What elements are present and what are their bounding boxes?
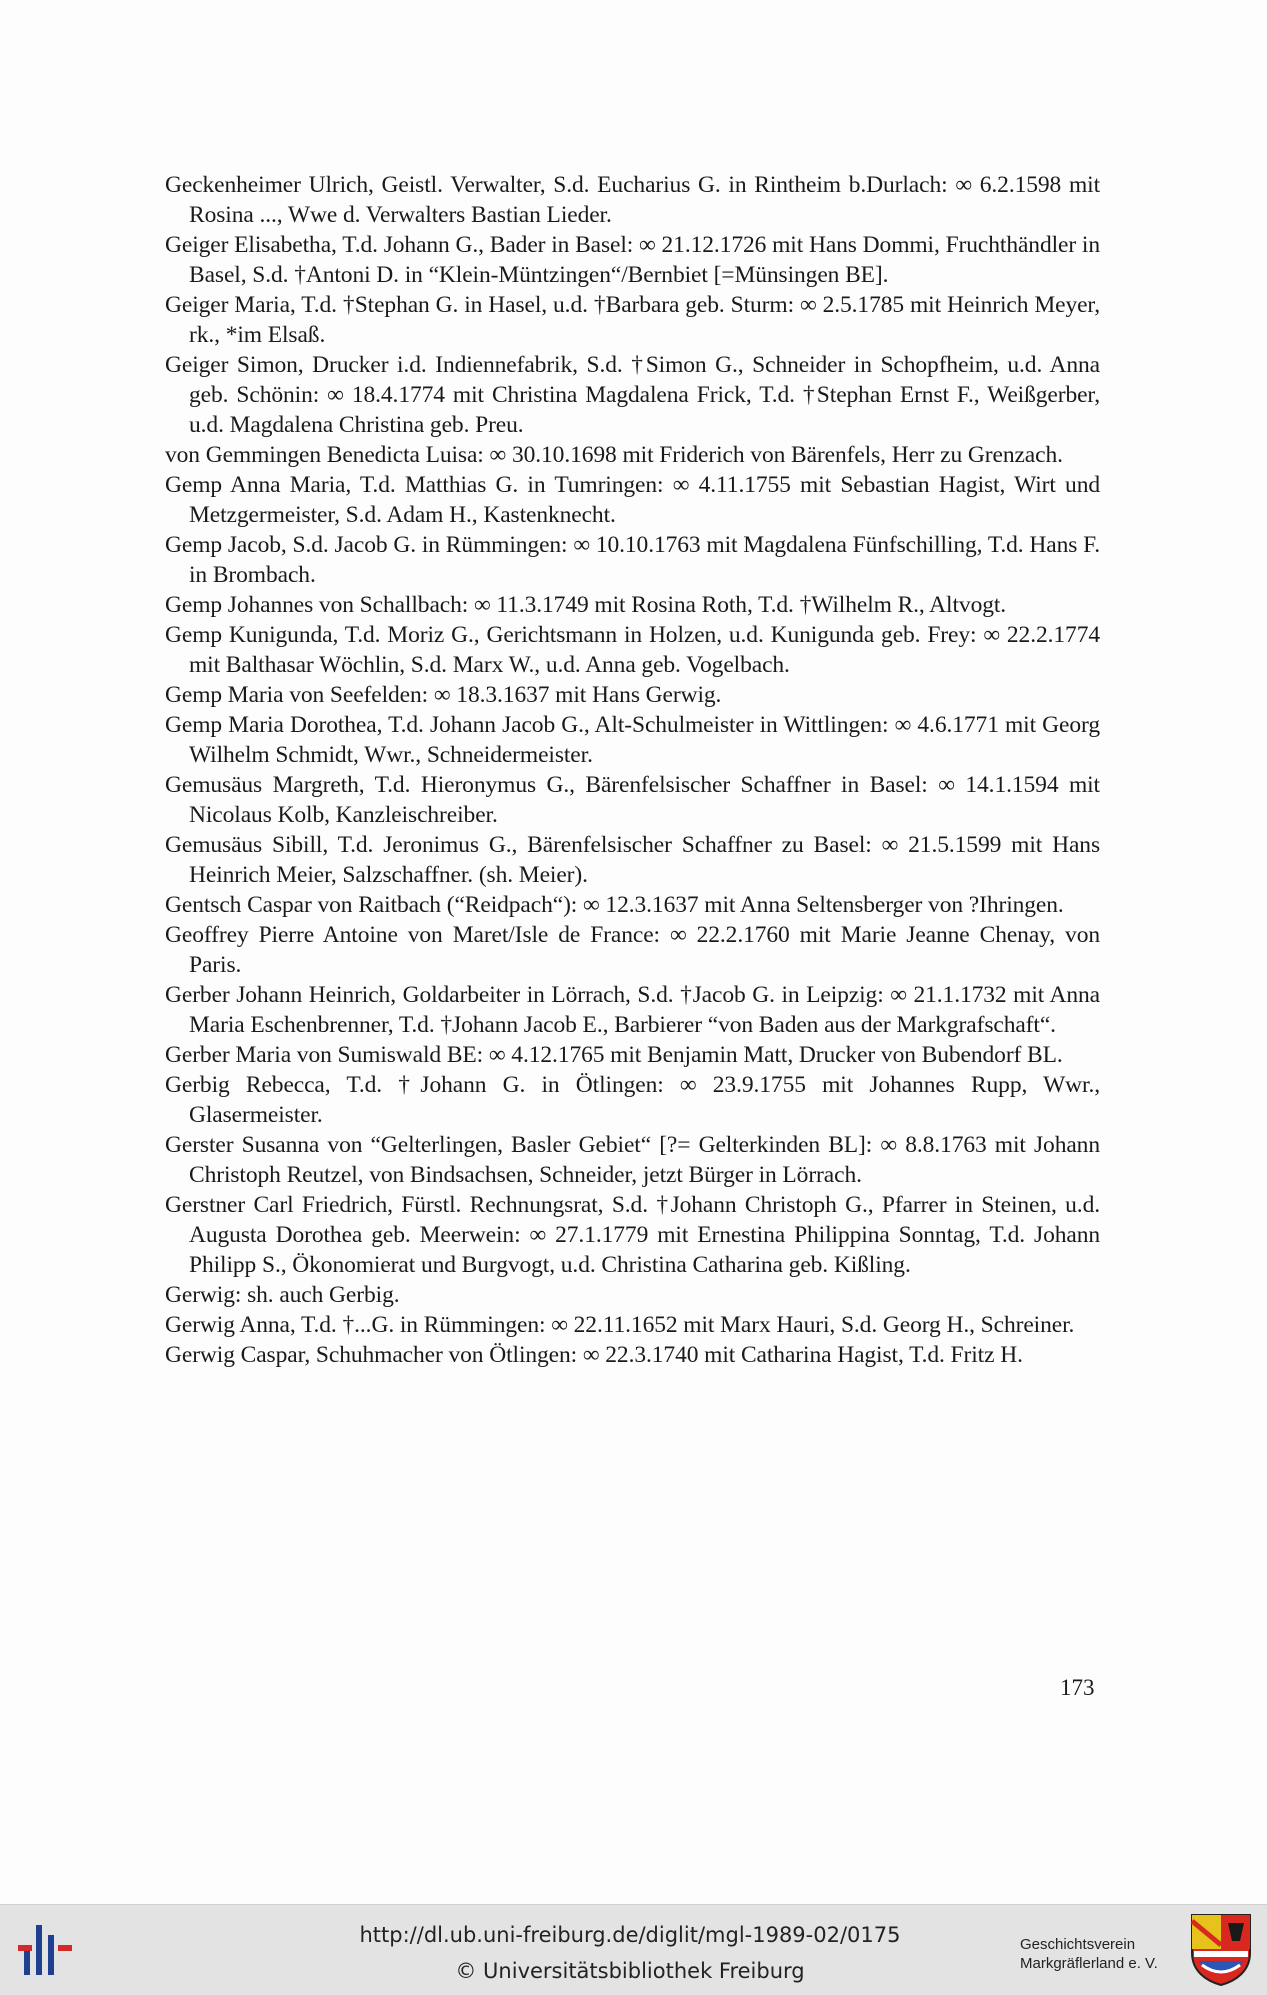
register-entry: Gerbig Rebecca, T.d. †Johann G. in Ötlingen: ∞ 23.9.1755 mit Johannes Rupp, Wwr., Glasermeister. [165, 1072, 1100, 1128]
register-entry: Gerwig Caspar, Schuhmacher von Ötlingen: ∞ 22.3.1740 mit Catharina Hagist, T.d. Fritz H. [165, 1342, 1023, 1368]
coat-of-arms-icon [1190, 1913, 1252, 1987]
register-entry: Geoffrey Pierre Antoine von Maret/Isle de France: ∞ 22.2.1760 mit Marie Jeanne Chenay, von Paris. [165, 922, 1100, 978]
register-entry: Gemusäus Sibill, T.d. Jeronimus G., Bärenfelsischer Schaffner zu Basel: ∞ 21.5.1599 mit Hans Heinrich Meier, Salzschaffner. (sh. Meier). [165, 832, 1100, 888]
register-entry: Gerwig Anna, T.d. †...G. in Rümmingen: ∞ 22.11.1652 mit Marx Hauri, S.d. Georg H., Schreiner. [165, 1312, 1075, 1338]
document-url-link[interactable]: http://dl.ub.uni-freiburg.de/diglit/mgl-1989-02/0175 [359, 1923, 901, 1947]
register-entries [165, 170, 1100, 1370]
register-entry: Gemp Jacob, S.d. Jacob G. in Rümmingen: ∞ 10.10.1763 mit Magdalena Fünfschilling, T.d. Hans F. in Brombach. [165, 532, 1100, 588]
copyright-notice: © Universitätsbibliothek Freiburg [455, 1959, 805, 1983]
register-entry: Gemp Maria von Seefelden: ∞ 18.3.1637 mit Hans Gerwig. [165, 682, 722, 708]
register-entry: Gerber Maria von Sumiswald BE: ∞ 4.12.1765 mit Benjamin Matt, Drucker von Bubendorf BL. [165, 1042, 1063, 1068]
register-entry: Gerster Susanna von “Gelterlingen, Basler Gebiet“ [?= Gelterkinden BL]: ∞ 8.8.1763 mit Johann Christoph Reutzel, von Bindsachsen, Schneider, jetzt Bürger in Lörrach. [165, 1132, 1100, 1188]
society-name-line1: Geschichtsverein [1020, 1936, 1136, 1953]
register-entry: Gemp Maria Dorothea, T.d. Johann Jacob G., Alt-Schulmeister in Wittlingen: ∞ 4.6.1771 mit Georg Wilhelm Schmidt, Wwr., Schneidermeister. [165, 712, 1100, 768]
register-entry: Gemp Anna Maria, T.d. Matthias G. in Tumringen: ∞ 4.11.1755 mit Sebastian Hagist, Wirt und Metzgermeister, S.d. Adam H., Kastenknecht. [165, 472, 1100, 528]
register-entry: Geiger Elisabetha, T.d. Johann G., Bader in Basel: ∞ 21.12.1726 mit Hans Dommi, Fruchthändler in Basel, S.d. †Antoni D. in “Klein-Müntzingen“/Bernbiet [=Münsingen BE]. [165, 232, 1100, 288]
register-entry: Geiger Maria, T.d. †Stephan G. in Hasel, u.d. †Barbara geb. Sturm: ∞ 2.5.1785 mit Heinrich Meyer, rk., *im Elsaß. [165, 292, 1100, 348]
page-number: 173 [1060, 1675, 1095, 1700]
register-entry: Gemp Kunigunda, T.d. Moriz G., Gerichtsmann in Holzen, u.d. Kunigunda geb. Frey: ∞ 22.2.1774 mit Balthasar Wöchlin, S.d. Marx W., u.d. Anna geb. Vogelbach. [165, 622, 1100, 678]
register-entry: Gerber Johann Heinrich, Goldarbeiter in Lörrach, S.d. †Jacob G. in Leipzig: ∞ 21.1.1732 mit Anna Maria Eschenbrenner, T.d. †Johann Jacob E., Barbierer “von Baden aus der Markgrafschaft“. [165, 982, 1100, 1038]
register-entry: von Gemmingen Benedicta Luisa: ∞ 30.10.1698 mit Friderich von Bärenfels, Herr zu Grenzach. [165, 442, 1063, 468]
society-name [1020, 1935, 1158, 1973]
register-entry: Geiger Simon, Drucker i.d. Indiennefabrik, S.d. †Simon G., Schneider in Schopfheim, u.d. Anna geb. Schönin: ∞ 18.4.1774 mit Christina Magdalena Frick, T.d. †Stephan Ernst F., Weißgerber, u.d. Magdalena Christina geb. Preu. [165, 352, 1100, 438]
register-entry: Geckenheimer Ulrich, Geistl. Verwalter, S.d. Eucharius G. in Rintheim b.Durlach: ∞ 6.2.1598 mit Rosina ..., Wwe d. Verwalters Bastian Lieder. [165, 172, 1100, 228]
register-entry: Gemusäus Margreth, T.d. Hieronymus G., Bärenfelsischer Schaffner in Basel: ∞ 14.1.1594 mit Nicolaus Kolb, Kanzleischreiber. [165, 772, 1100, 828]
ub-freiburg-logo-icon[interactable] [18, 1921, 78, 1979]
register-entry: Gemp Johannes von Schallbach: ∞ 11.3.1749 mit Rosina Roth, T.d. †Wilhelm R., Altvogt. [165, 592, 1007, 618]
society-name-line2: Markgräflerland e. V. [1020, 1955, 1158, 1972]
register-entry: Gerstner Carl Friedrich, Fürstl. Rechnungsrat, S.d. †Johann Christoph G., Pfarrer in Steinen, u.d. Augusta Dorothea geb. Meerwein: ∞ 27.1.1779 mit Ernestina Philippina Sonntag, T.d. Johann Philipp S., Ökonomierat und Burgvogt, u.d. Christina Catharina geb. Kißling. [165, 1192, 1100, 1278]
register-entry: Gentsch Caspar von Raitbach (“Reidpach“): ∞ 12.3.1637 mit Anna Seltensberger von ?Ihringen. [165, 892, 1064, 918]
register-entry: Gerwig: sh. auch Gerbig. [165, 1282, 400, 1308]
footer-bar [0, 1904, 1267, 1995]
